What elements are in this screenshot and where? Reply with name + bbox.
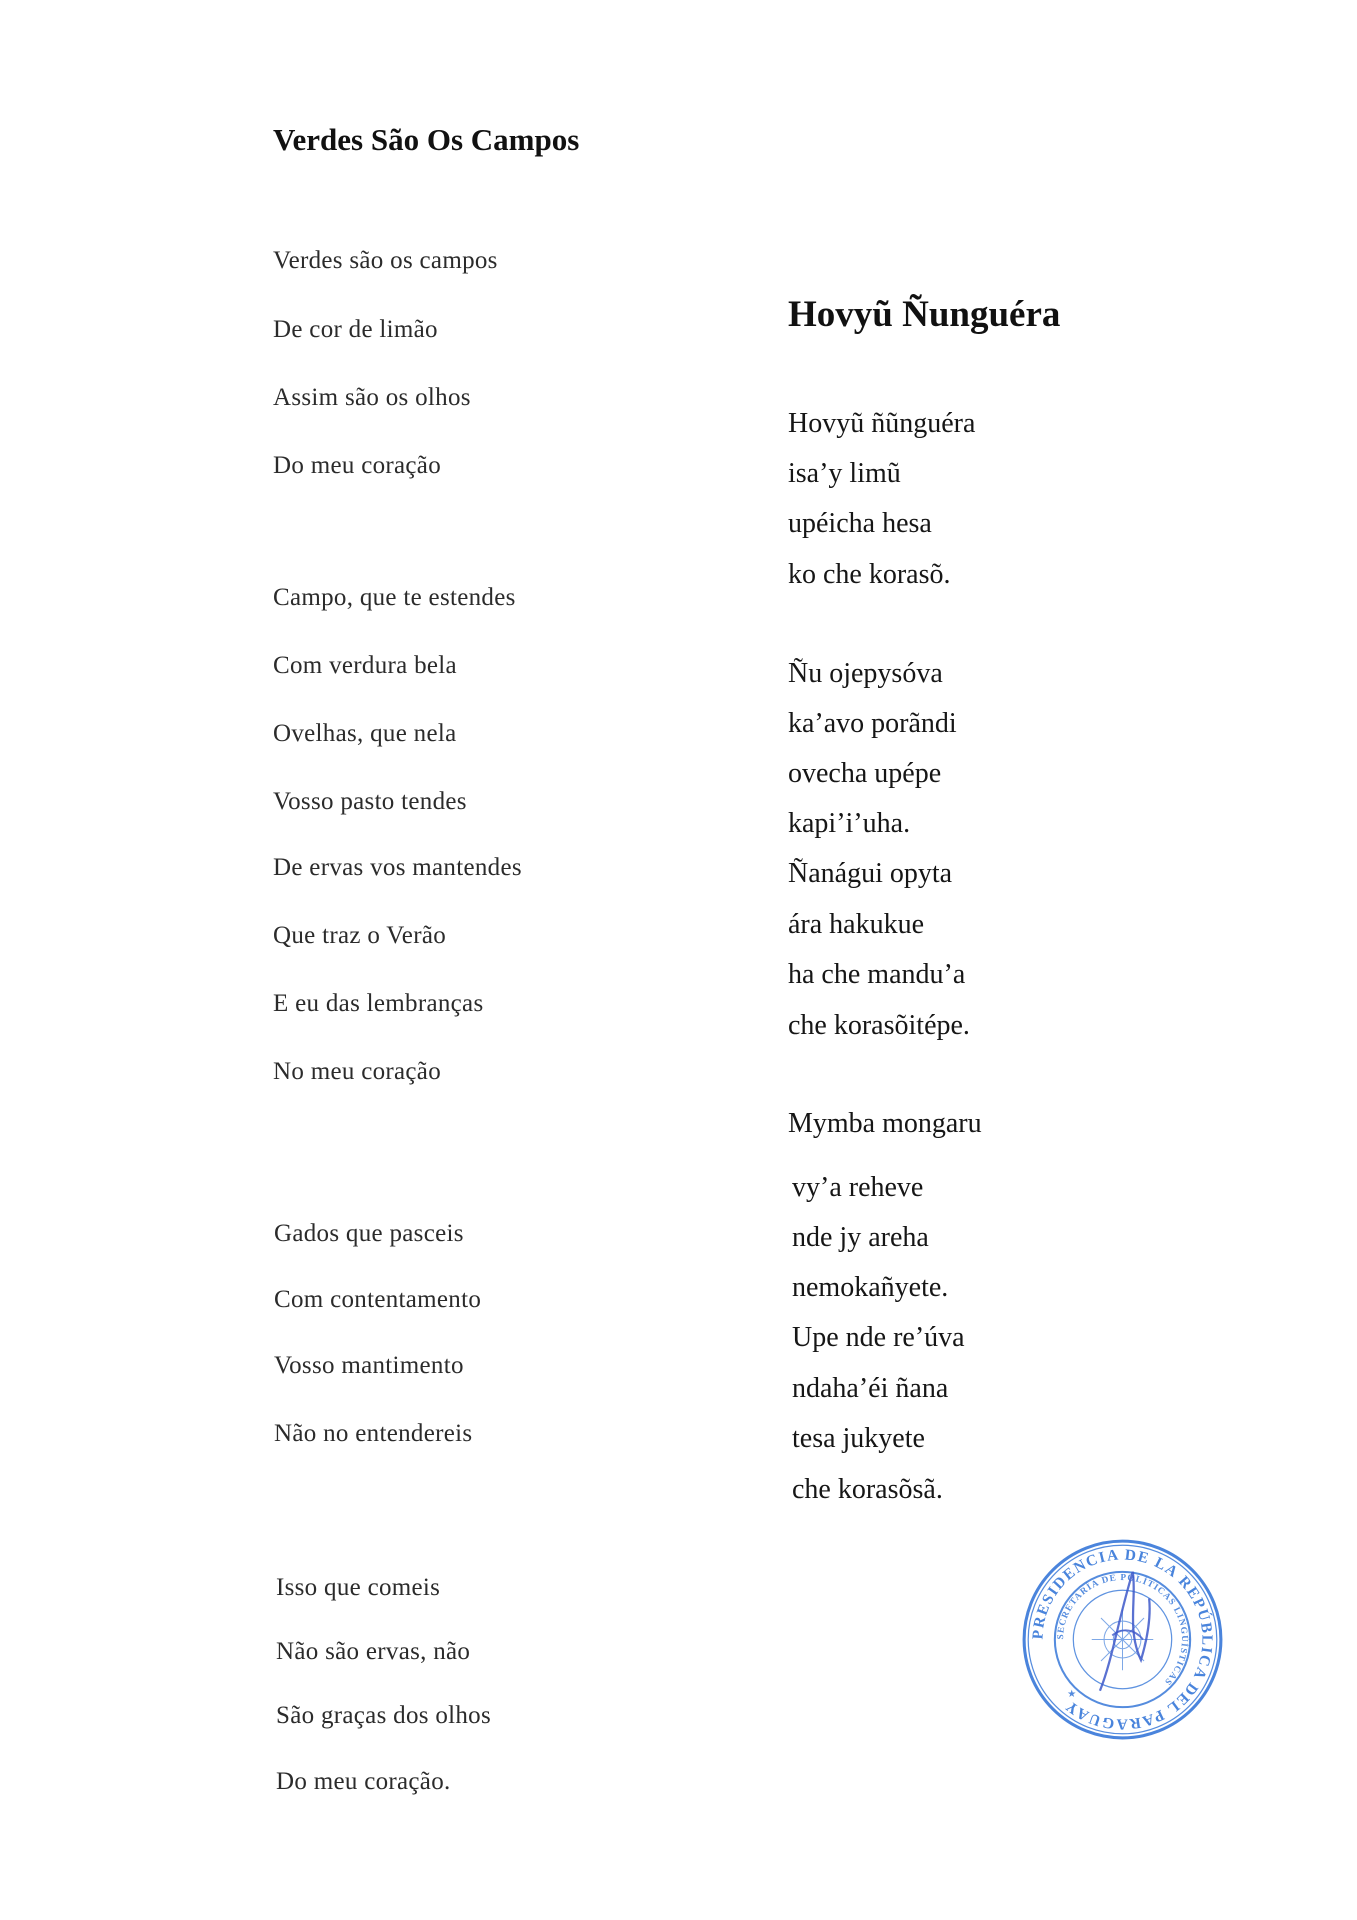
portuguese-verse-line: Que traz o Verão [273,922,447,949]
guarani-poem-title: Hovyũ Ñunguéra [788,294,1061,335]
guarani-verse-line: ko che korasõ. [788,559,951,590]
svg-text:SECRETARÍA DE POLÍTICAS LINGÜÍ: SECRETARÍA DE POLÍTICAS LINGÜÍSTICAS [1054,1571,1190,1688]
guarani-verse-line: upéicha hesa [788,508,932,539]
guarani-verse-line: vy’a reheve [792,1172,924,1203]
portuguese-verse-line: Assim são os olhos [273,384,471,411]
portuguese-verse-line: Verdes são os campos [273,247,498,274]
seal-graphic [1020,1537,1225,1742]
official-seal-stamp [1020,1537,1225,1742]
guarani-verse-line: Ñu ojepysóva [788,658,943,689]
guarani-verse-line: che korasõitépe. [788,1010,970,1041]
guarani-verse-line: isa’y limũ [788,458,901,489]
guarani-verse-line: kapi’i’uha. [788,808,911,839]
portuguese-verse-line: Do meu coração. [276,1768,451,1795]
portuguese-verse-line: Isso que comeis [276,1574,441,1601]
guarani-verse-line: Upe nde re’úva [792,1322,965,1353]
guarani-verse-line: ka’avo porãndi [788,708,957,739]
guarani-verse-line: Hovyũ ñũnguéra [788,408,976,439]
svg-text:★: ★ [1067,1687,1077,1700]
guarani-verse-line: ha che mandu’a [788,959,966,990]
guarani-verse-line: tesa jukyete [792,1423,925,1454]
portuguese-verse-line: Não são ervas, não [276,1638,471,1665]
portuguese-verse-line: Com contentamento [274,1286,482,1313]
guarani-verse-line: ndaha’éi ñana [792,1373,949,1404]
portuguese-verse-line: Com verdura bela [273,652,457,679]
guarani-verse-line: ára hakukue [788,909,925,940]
portuguese-verse-line: De ervas vos mantendes [273,854,522,881]
portuguese-verse-line: No meu coração [273,1058,442,1085]
guarani-verse-line: nde jy areha [792,1222,929,1253]
svg-text:PRESIDENCIA DE LA REPÚBLICA DE: PRESIDENCIA DE LA REPÚBLICA DEL PARAGUAY [1029,1546,1216,1733]
portuguese-verse-line: Do meu coração [273,452,442,479]
portuguese-verse-line: Não no entendereis [274,1420,473,1447]
guarani-verse-line: Ñanágui opyta [788,858,953,889]
portuguese-verse-line: E eu das lembranças [273,990,484,1017]
guarani-verse-line: nemokañyete. [792,1272,949,1303]
portuguese-verse-line: De cor de limão [273,316,438,343]
portuguese-verse-line: Gados que pasceis [274,1220,464,1247]
portuguese-verse-line: Vosso mantimento [274,1352,464,1379]
portuguese-verse-line: Ovelhas, que nela [273,720,457,747]
portuguese-verse-line: Campo, que te estendes [273,584,516,611]
portuguese-verse-line: São graças dos olhos [276,1702,491,1729]
portuguese-poem-title: Verdes São Os Campos [273,122,580,157]
guarani-verse-line: ovecha upépe [788,758,942,789]
portuguese-verse-line: Vosso pasto tendes [273,788,467,815]
guarani-verse-line: che korasõsã. [792,1474,943,1505]
guarani-verse-line: Mymba mongaru [788,1108,982,1139]
